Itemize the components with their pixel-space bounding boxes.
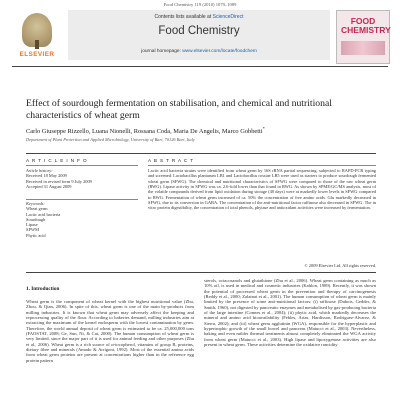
- homepage-prefix: journal homepage:: [141, 49, 183, 54]
- keyword-item: Lactic acid bacteria: [26, 211, 61, 217]
- keywords-label: Keywords:: [26, 201, 45, 206]
- cover-title: FOOD CHEMISTRY: [341, 16, 391, 35]
- keywords-block: [26, 201, 138, 238]
- authors-text: Carlo Giuseppe Rizzello, Luana Nionelli, Rossana Coda, Maria De Angelis, Marco Gobbetti: [26, 128, 263, 136]
- revised-date: Received in revised form 9 July 2009: [26, 178, 92, 184]
- masthead-band: [68, 10, 330, 60]
- author-list: [26, 126, 376, 135]
- cover-image-strip: [341, 41, 385, 55]
- body-divider: [26, 272, 376, 273]
- publisher-name: ELSEVIER: [19, 51, 55, 58]
- sciencedirect-link[interactable]: ScienceDirect: [212, 14, 244, 20]
- keyword-item: Lipase: [26, 222, 38, 228]
- journal-cover-thumbnail[interactable]: [336, 10, 390, 64]
- keyword-item: Sourdough: [26, 216, 46, 222]
- article-title: Effect of sourdough fermentation on stabilisation, and chemical and nutritional characteristics of wheat germ: [26, 98, 332, 121]
- contents-prefix: Contents lists available at: [154, 14, 213, 20]
- accepted-date: Accepted 31 August 2009: [26, 183, 72, 189]
- body-right-column: sterols, octacosanols and glutathione (Zhu et al., 2006). Wheat germ containing as much as 10% oil, is used in medical and cosmetic industries (Kahlon, 1989). Recently, it was shown the potential of processed wheat germ in the prevention and therapy of carcinogenesis (Reddy et al., 2000; Zalatnai et al., 2001). The human consumption of wheat germ is mainly limited by the presence of some anti-nutritional factors: (i) raffinose (Dubois, Geddes, & Smith, 1960), not digested by pancreatic enzymes and metabolised by gas-producing bacteria of the large intestine (Connes et al., 2004); (ii) phytic acid, which markedly decreases the mineral and amino acid bioavailability (Febles, Arias, Hardisson, Rodriguez-Alvarez, & Sierra, 2002); and (iii) wheat germ agglutinin (WGA), responsible for the hyperplastic and hypertrophic growth of the small bowel and pancreas (Matucci et al., 2003). Nevertheless, baking and even milder thermal treatments almost completely eliminated the WGA activity from wheat germ (Matucci et al., 2003). High lipase and lipoxygenase activities are also present in wheat germ. These activities determine the oxidative rancidity: [204, 278, 376, 348]
- journal-homepage: [68, 49, 330, 54]
- history-label: Article history:: [26, 168, 53, 173]
- journal-citation: Food Chemistry 119 (2010) 1079–1089: [163, 2, 237, 7]
- corresponding-author-marker[interactable]: *: [262, 126, 265, 131]
- introduction-heading: 1. Introduction: [26, 286, 60, 292]
- keyword-item: Wheat germ: [26, 206, 48, 212]
- keyword-item: Phytic acid: [26, 232, 46, 238]
- header-divider: [12, 66, 388, 67]
- elsevier-logo[interactable]: [12, 10, 62, 60]
- received-date: Received 18 May 2009: [26, 173, 67, 179]
- copyright-notice: © 2009 Elsevier Ltd. All rights reserved.: [304, 263, 376, 268]
- journal-masthead: [12, 10, 391, 60]
- contents-line: [68, 14, 330, 20]
- journal-title[interactable]: Food Chemistry: [158, 25, 240, 37]
- keyword-item: SPWM: [26, 227, 39, 233]
- author-affiliation: Department of Plant Protection and Applied Microbiology, University of Bari, 70126 Bari, Italy: [26, 137, 195, 142]
- trunk-icon: [35, 40, 39, 49]
- article-history: [26, 168, 138, 189]
- article-info-heading: A R T I C L E I N F O: [26, 158, 88, 163]
- abstract-heading: A B S T R A C T: [148, 158, 194, 163]
- info-top-divider: [26, 153, 376, 154]
- abstract-text: Lactic acid bacteria strains were identified from wheat germ by 16S rRNA partial sequencing, subjected to RAPD-PCR typing and screened. Lactobacillus plantarum LB1 and Lactobacillus rossiae LB5 were used as starters to produce sourdough fermented wheat germ (SFWG). The chemical and nutritional characteristics of SFWG were compared to those of the raw wheat germ (RWG). Lipase activity in SFWG was ca. 2.6-fold lower than that found in RWG. As shown by SPME/GC/MS analysis, most of the volatile compounds derived from lipid oxidation during storage (40 days) were at markedly lower levels in SFWG compared to RWG. Fermentation of wheat germ increased of ca. 50% the concentration of free amino acids. Glu markedly decreased in SFWG, due to its conversion in GABA. The concentration of the anti-nutritional factor raffinose also decreased in SFWG. The in vitro protein digestibility, the concentration of total phenols, phytase and antioxidant activities were increased by fermentation.: [148, 168, 376, 211]
- homepage-link[interactable]: www.elsevier.com/locate/foodchem: [182, 49, 257, 54]
- body-left-column: Wheat germ is the component of wheat kernel with the highest nutritional value (Zhu, Zhou, & Qian, 2006). In spite of this, wheat germ is one of the main by-products from milling industries. It is known that wheat germ may adversely affect the keeping and reprocessing quality of the flour. According to bakeries demand, milling industries aim at extracting the maximum of the kernel endosperm with the lowest contamination by germ. Therefore, the world annual deposit of wheat germ is estimated to be ca. 25,000,000 tons (FAOSTAT, 2008; Ge, Sun, Ni, & Cai, 2000). The human consumption of wheat germ is very limited, since the major part of it is used for animal feeding and other purposes (Zhu et al., 2006). Wheat germ is a rich source of α-tocopherol, vitamins of group B, proteins, dietary fibre and minerals (Amado & Arrigoni, 1992). Most of the essential amino acids from wheat germ proteins are present at concentrations higher than in the reference egg protein pattern: [26, 299, 194, 363]
